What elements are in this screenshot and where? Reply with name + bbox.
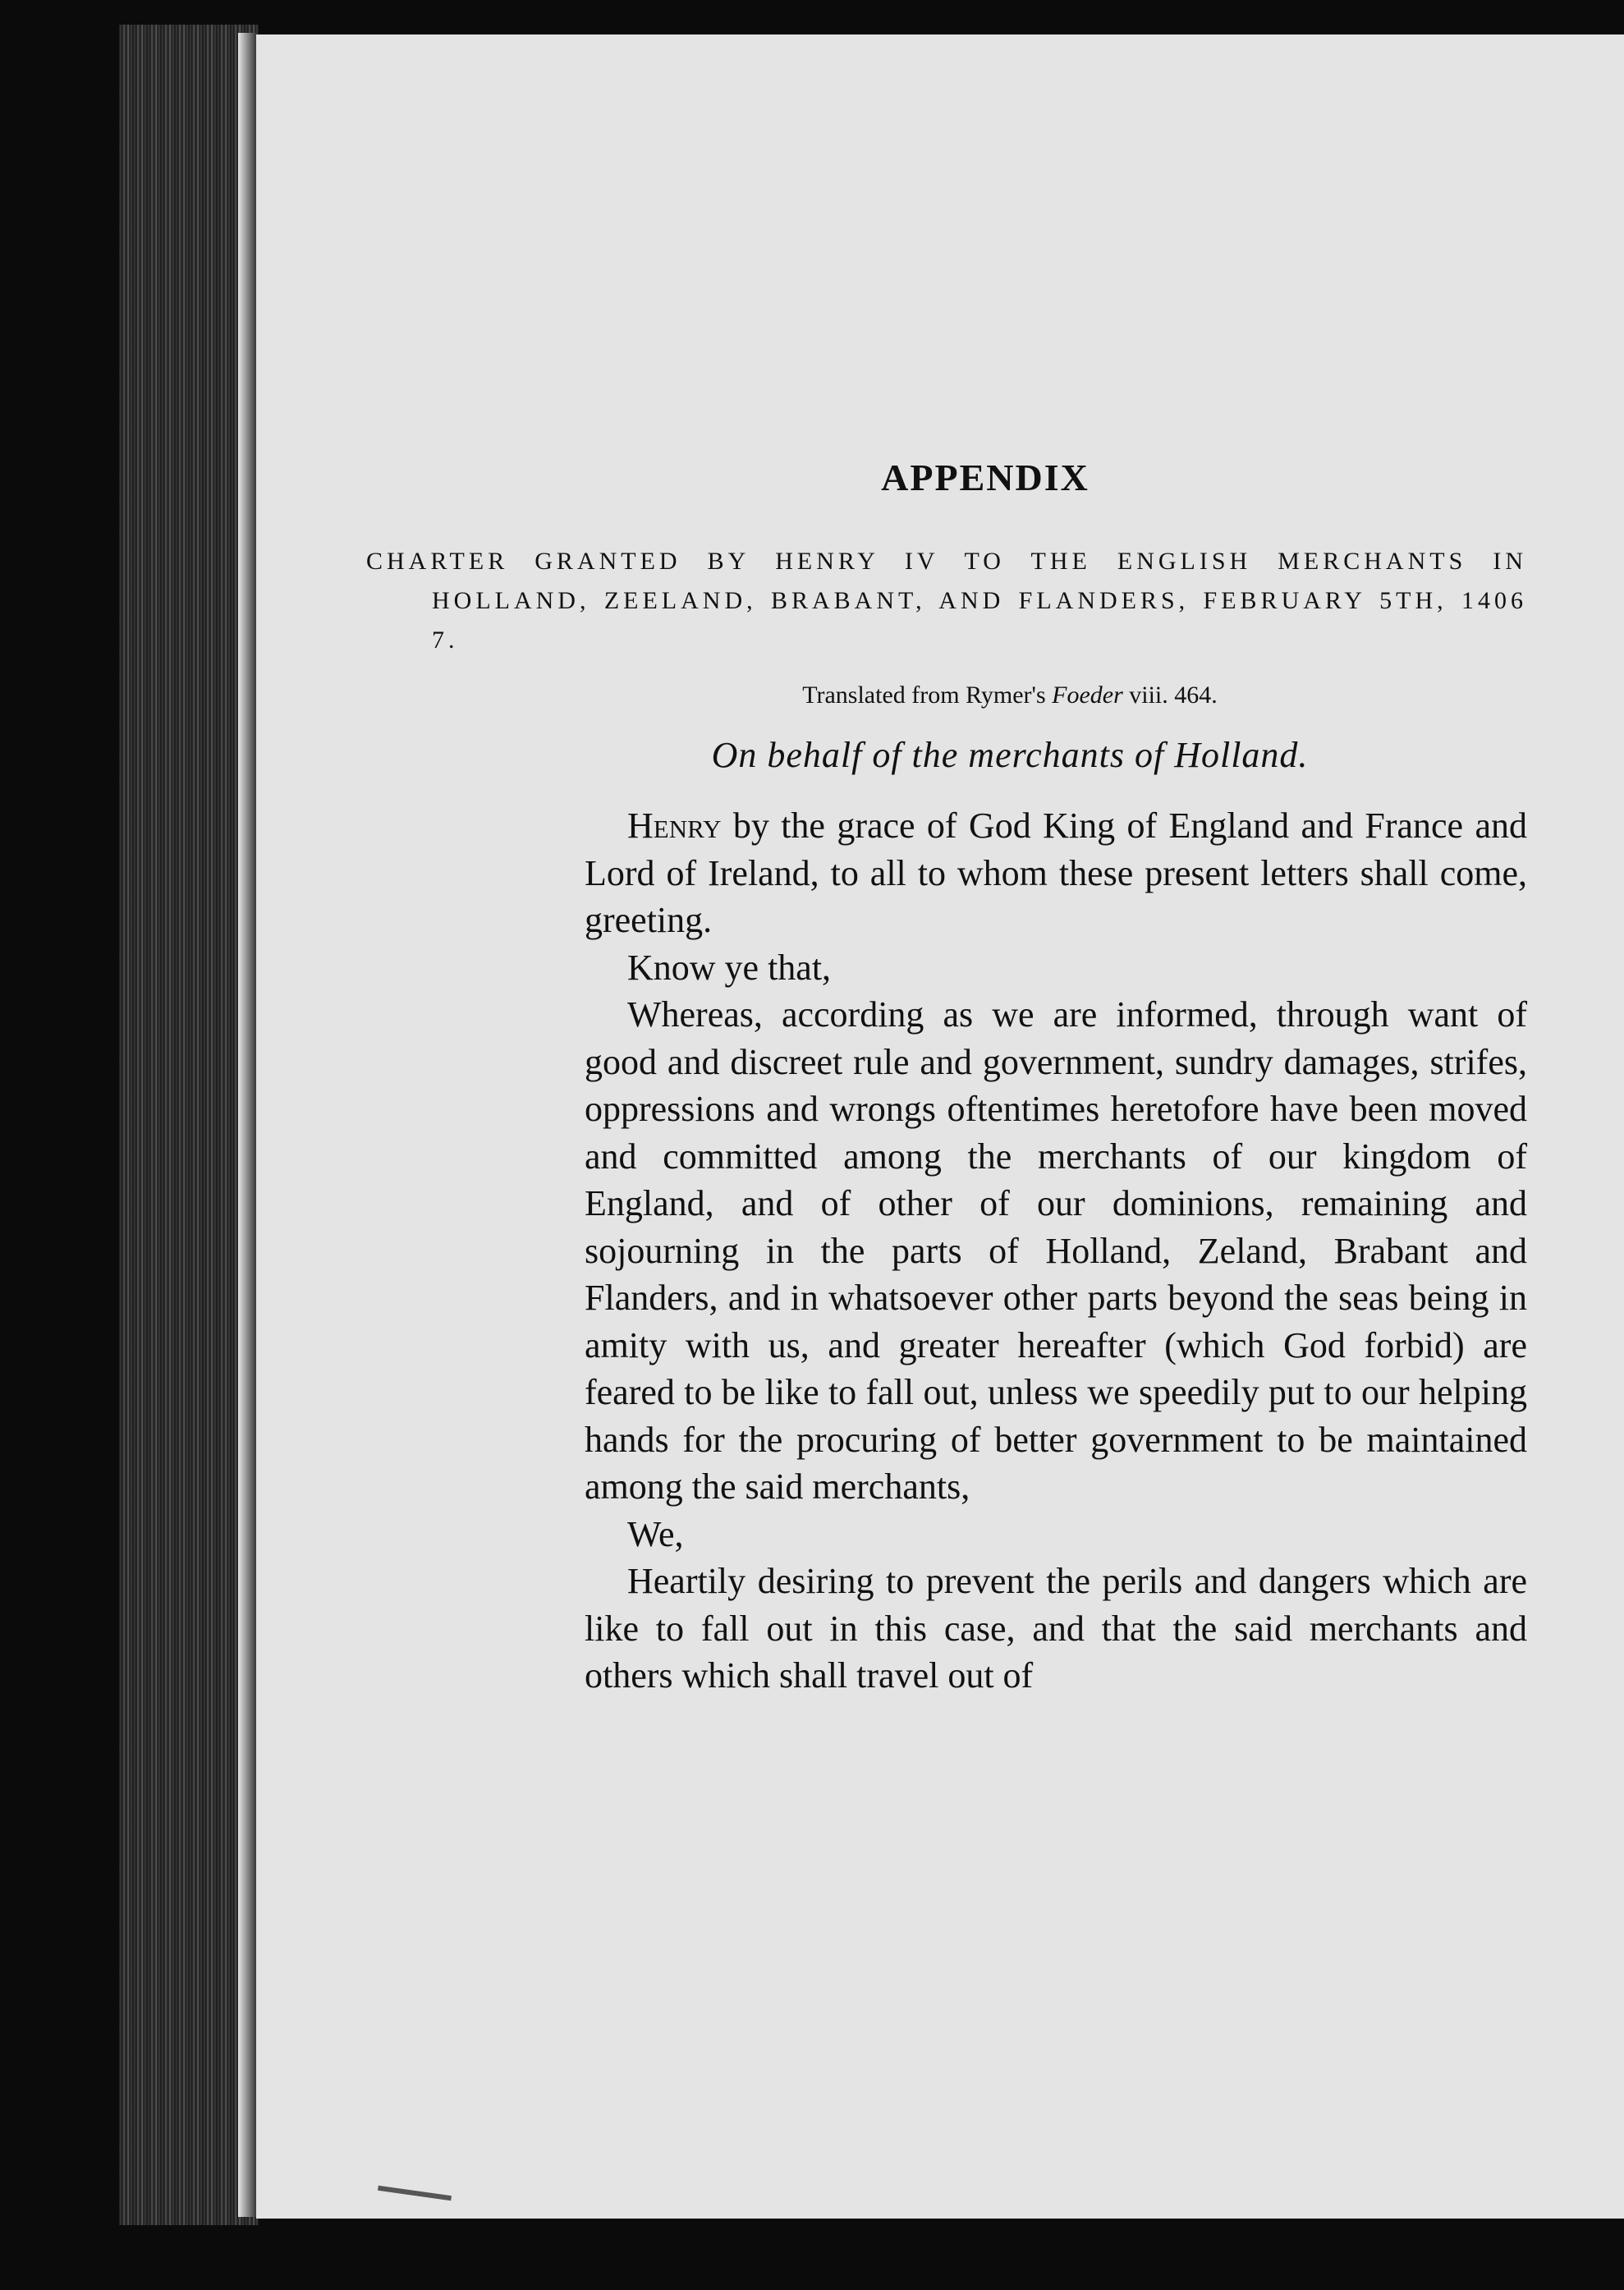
source-citation <box>328 681 1527 709</box>
source-suffix: viii. 464. <box>1129 681 1218 709</box>
paragraph <box>585 944 1527 992</box>
paragraph <box>585 802 1527 944</box>
paragraph-lead-word: Henry <box>627 805 722 846</box>
page-heading: APPENDIX <box>881 457 1090 498</box>
charter-body <box>328 802 1527 1700</box>
charter-title: CHARTER GRANTED BY HENRY IV TO THE ENGLISH MERCHANTS IN HOLLAND, ZEELAND, BRABANT, AND FLANDERS, FEBRUARY 5TH, 1406 7. <box>366 548 1527 654</box>
paragraph <box>585 1511 1527 1558</box>
paragraph-text: Know ye that, <box>627 947 832 988</box>
paragraph-text: We, <box>627 1513 684 1554</box>
paragraph <box>585 1558 1527 1700</box>
paragraph-text: Heartily desiring to prevent the perils and dangers which are like to fall out in this case, and that the said merchants and others which shall travel out of <box>585 1561 1527 1696</box>
source-work: Foeder <box>1052 681 1123 709</box>
section-subhead: On behalf of the merchants of Holland. <box>711 735 1309 775</box>
page-content <box>328 456 1527 1700</box>
source-prefix: Translated from Rymer's <box>802 681 1046 709</box>
page-gutter-shadow <box>238 33 258 2217</box>
paragraph <box>585 991 1527 1511</box>
paragraph-text: by the grace of God King of England and France and Lord of Ireland, to all to whom these present letters shall come, greeting. <box>585 805 1527 940</box>
paragraph-text: Whereas, according as we are informed, through want of good and discreet rule and government, sundry damages, strifes, oppressions and wrongs oftentimes heretofore have been moved and committed among the merchants of our kingdom of England, and of other of our dominions, remaining and sojourning in the parts of Holland, Zeland, Brabant and Flanders, and in whatsoever other parts beyond the seas being in amity with us, and greater hereafter (which God forbid) are feared to be like to fall out, unless we speedily put to our helping hands for the procuring of better government to be maintained among the said merchants, <box>585 994 1527 1507</box>
